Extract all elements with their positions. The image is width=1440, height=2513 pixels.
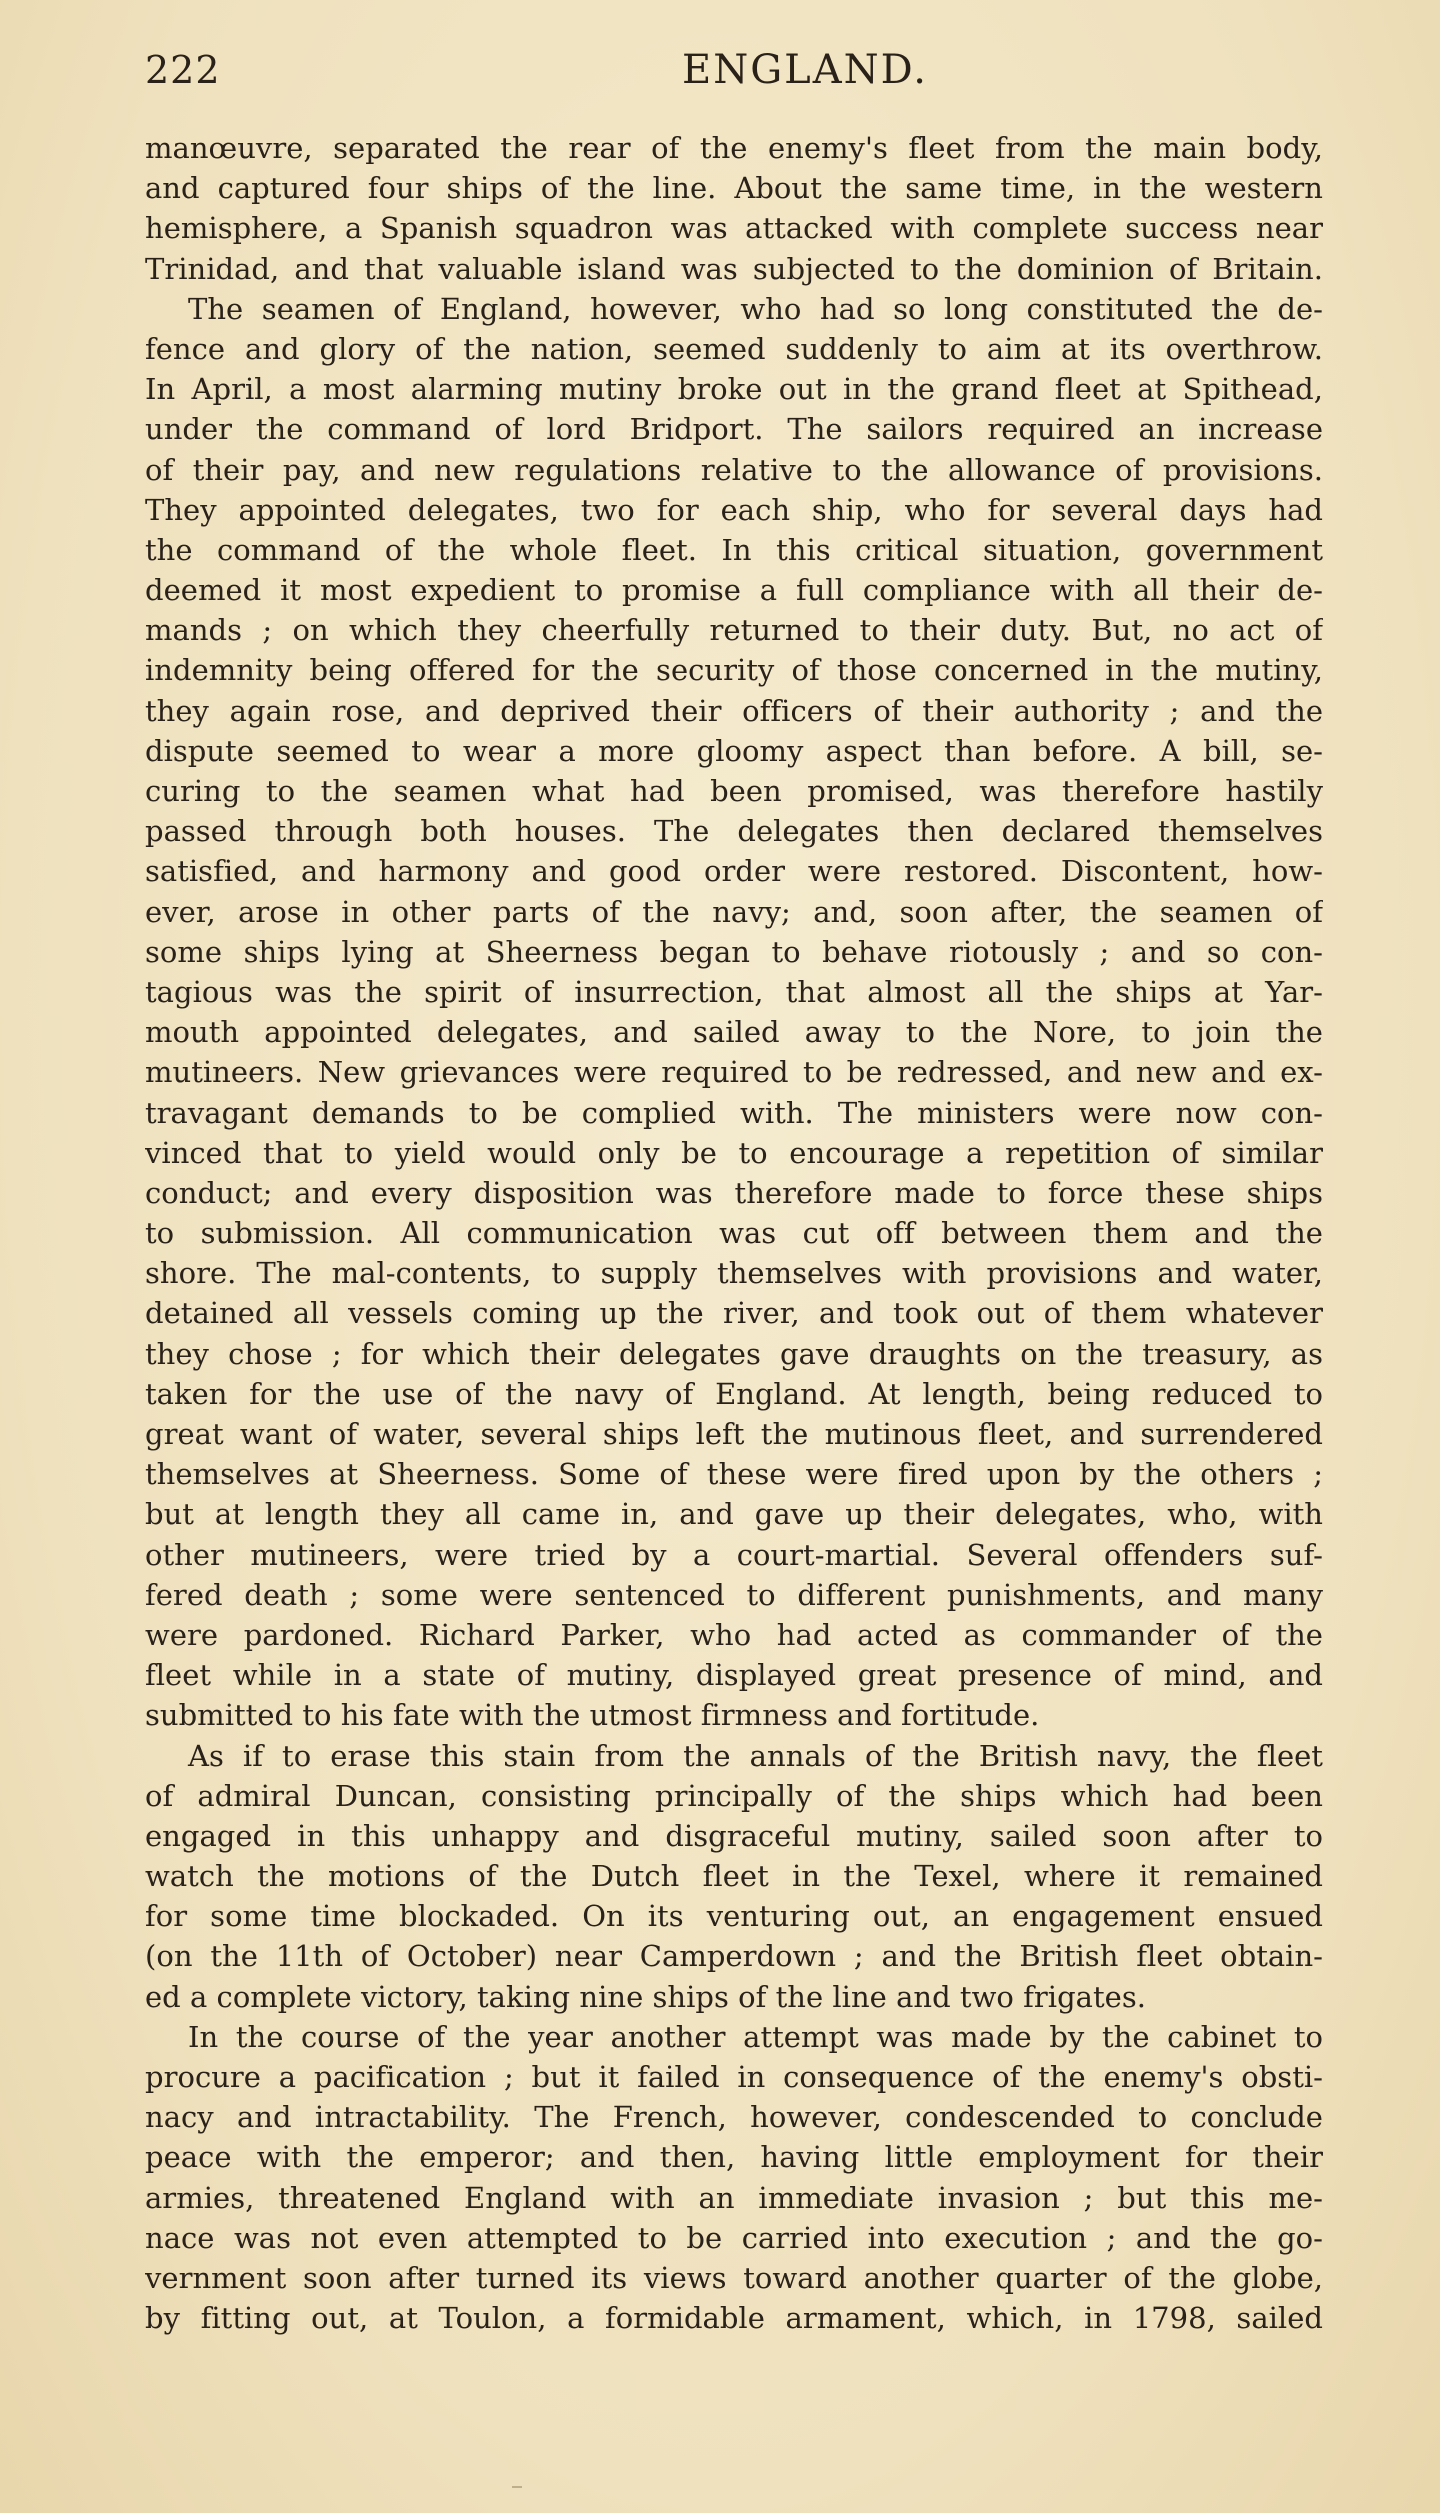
text-line: indemnity being offered for the security of those concerned in the mutiny,: [145, 653, 1323, 688]
paragraph-start-line: The seamen of England, however, who had so long constituted the de-: [188, 291, 1323, 326]
text-line: hemisphere, a Spanish squadron was attacked with complete success near: [145, 211, 1323, 246]
paragraph-start-line: As if to erase this stain from the annals of the British navy, the fleet: [188, 1738, 1323, 1773]
text-line: mutineers. New grievances were required to be redressed, and new and ex-: [145, 1055, 1323, 1090]
text-line: peace with the emperor; and then, having little employment for their: [145, 2140, 1323, 2175]
text-line: they again rose, and deprived their officers of their authority ; and the: [145, 693, 1323, 728]
text-line: deemed it most expedient to promise a full compliance with all their de-: [145, 573, 1323, 608]
text-line: vinced that to yield would only be to encourage a repetition of similar: [145, 1135, 1323, 1170]
text-line: of their pay, and new regulations relative to the allowance of provisions.: [145, 452, 1323, 487]
text-line: (on the 11th of October) near Camperdown ; and the British fleet obtain-: [145, 1939, 1323, 1974]
text-line: great want of water, several ships left the mutinous fleet, and surrendered: [145, 1417, 1323, 1451]
text-line: armies, threatened England with an immediate invasion ; but this me-: [145, 2180, 1323, 2215]
text-line: themselves at Sheerness. Some of these were fired upon by the others ;: [145, 1457, 1323, 1492]
paragraph-end-line: ed a complete victory, taking nine ships of the line and two frigates.: [145, 1979, 1146, 2014]
text-line: under the command of lord Bridport. The sailors required an increase: [145, 412, 1323, 447]
text-line: but at length they all came in, and gave up their delegates, who, with: [145, 1497, 1323, 1532]
text-line: were pardoned. Richard Parker, who had acted as commander of the: [145, 1617, 1323, 1652]
text-line: taken for the use of the navy of England. At length, being reduced to: [145, 1376, 1323, 1411]
text-line: mouth appointed delegates, and sailed away to the Nore, to join the: [145, 1015, 1323, 1050]
text-line: procure a pacification ; but it failed in consequence of the enemy's obsti-: [145, 2060, 1323, 2094]
text-line: engaged in this unhappy and disgraceful mutiny, sailed soon after to: [145, 1818, 1323, 1853]
text-line: nacy and intractability. The French, however, condescended to conclude: [145, 2100, 1323, 2135]
page-foot-mark: [512, 2486, 522, 2488]
text-line: for some time blockaded. On its venturing out, an engagement ensued: [145, 1899, 1323, 1934]
text-line: they chose ; for which their delegates gave draughts on the treasury, as: [145, 1336, 1323, 1371]
text-line: manœuvre, separated the rear of the enemy's fleet from the main body,: [145, 131, 1323, 165]
text-line: of admiral Duncan, consisting principally of the ships which had been: [145, 1778, 1323, 1813]
text-line: travagant demands to be complied with. The ministers were now con-: [145, 1095, 1323, 1130]
text-line: some ships lying at Sheerness began to behave riotously ; and so con-: [145, 934, 1323, 969]
text-line: shore. The mal-contents, to supply themselves with provisions and water,: [145, 1256, 1323, 1291]
text-line: Trinidad, and that valuable island was subjected to the dominion of Britain.: [145, 251, 1323, 286]
running-title: ENGLAND.: [682, 47, 928, 93]
text-line: ever, arose in other parts of the navy; and, soon after, the seamen of: [145, 894, 1323, 929]
text-line: In April, a most alarming mutiny broke out in the grand fleet at Spithead,: [145, 372, 1323, 407]
text-line: and captured four ships of the line. About the same time, in the western: [145, 171, 1323, 206]
text-line: satisfied, and harmony and good order were restored. Discontent, how-: [145, 854, 1323, 889]
text-line: vernment soon after turned its views toward another quarter of the globe,: [145, 2260, 1323, 2295]
page-number: 222: [145, 48, 221, 92]
text-line: other mutineers, were tried by a court-martial. Several offenders suf-: [145, 1537, 1323, 1572]
text-line: mands ; on which they cheerfully returned to their duty. But, no act of: [145, 613, 1323, 648]
text-line: passed through both houses. The delegates then declared themselves: [145, 814, 1323, 849]
text-line: tagious was the spirit of insurrection, that almost all the ships at Yar-: [145, 974, 1323, 1009]
body-text: [145, 128, 1323, 2338]
text-line: fence and glory of the nation, seemed suddenly to aim at its overthrow.: [145, 331, 1323, 366]
paragraph-start-line: In the course of the year another attempt was made by the cabinet to: [188, 2019, 1323, 2054]
text-line: fered death ; some were sentenced to different punishments, and many: [145, 1577, 1323, 1612]
text-line: by fitting out, at Toulon, a formidable armament, which, in 1798, sailed: [145, 2301, 1323, 2336]
text-line: watch the motions of the Dutch fleet in the Texel, where it remained: [145, 1859, 1323, 1894]
text-line: nace was not even attempted to be carried into execution ; and the go-: [145, 2220, 1323, 2255]
text-line: curing to the seamen what had been promised, was therefore hastily: [145, 774, 1323, 808]
page-header: [145, 40, 1335, 100]
paragraph-end-line: submitted to his fate with the utmost firmness and fortitude.: [145, 1698, 1040, 1733]
text-line: dispute seemed to wear a more gloomy aspect than before. A bill, se-: [145, 733, 1323, 768]
text-line: They appointed delegates, two for each ship, who for several days had: [145, 492, 1323, 527]
text-line: detained all vessels coming up the river, and took out of them whatever: [145, 1296, 1323, 1331]
text-line: the command of the whole fleet. In this critical situation, government: [145, 532, 1323, 567]
text-line: fleet while in a state of mutiny, displayed great presence of mind, and: [145, 1658, 1323, 1693]
text-line: to submission. All communication was cut off between them and the: [145, 1216, 1323, 1251]
text-line: conduct; and every disposition was therefore made to force these ships: [145, 1175, 1323, 1210]
